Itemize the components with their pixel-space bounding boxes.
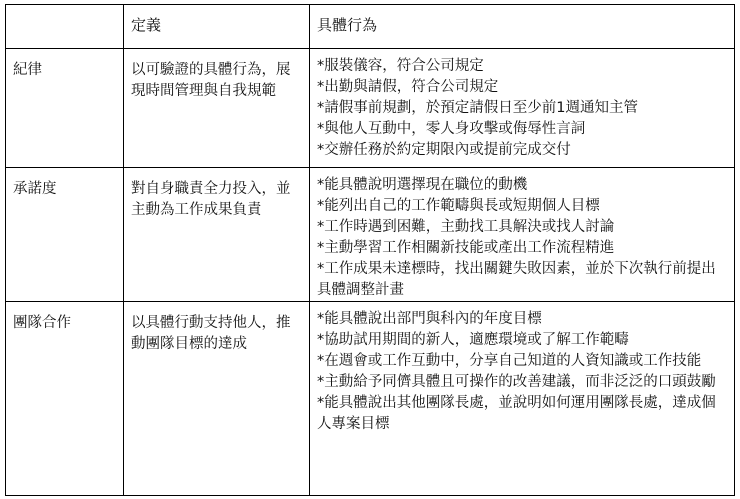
header-cell-blank	[6, 5, 124, 49]
header-cell-behaviors	[310, 5, 735, 49]
list-item: *能列出自己的工作範疇與長或短期個人目標	[317, 198, 600, 214]
header-label-behaviors: 具體行為	[317, 16, 378, 34]
list-item: *能具體說明選擇現在職位的動機	[317, 177, 528, 193]
list-item: *交辦任務於約定期限內或提前完成交付	[317, 142, 571, 158]
header-label	[6, 5, 123, 15]
behaviors-cell	[310, 49, 735, 168]
definition-cell	[124, 49, 310, 168]
definition-text: 以具體行動支持他人，推動團隊目標的達成	[131, 315, 291, 352]
list-item: *工作成果未達標時，找出關鍵失敗因素，並於下次執行前提出具體調整計畫	[317, 261, 716, 298]
behavior-list	[310, 302, 734, 435]
category-label: 團隊合作	[13, 315, 71, 331]
document-page	[5, 4, 734, 490]
header-label-definition: 定義	[131, 16, 162, 34]
list-item: *與他人互動中，零人身攻擊或侮辱性言詞	[317, 121, 586, 137]
list-item: *請假事前規劃，於預定請假日至少前1週通知主管	[317, 100, 638, 116]
table-row	[6, 302, 735, 496]
list-item: *主動學習工作相關新技能或產出工作流程精進	[317, 240, 615, 256]
list-item: *能具體說出其他團隊長處，並說明如何運用團隊長處，達成個人專案目標	[317, 395, 716, 432]
behaviors-cell	[310, 302, 735, 496]
table-header-row	[6, 5, 735, 49]
list-item: *工作時遇到困難，主動找工具解決或找人討論	[317, 219, 615, 235]
behavior-list	[310, 168, 734, 301]
category-label: 承諾度	[13, 181, 57, 197]
list-item: *協助試用期間的新人，適應環境或了解工作範疇	[317, 332, 629, 348]
behaviors-cell	[310, 168, 735, 302]
list-item: *出勤與請假，符合公司規定	[317, 79, 499, 95]
table-row	[6, 49, 735, 168]
list-item: *主動給予同儕具體且可操作的改善建議，而非泛泛的口頭鼓勵	[317, 374, 716, 390]
definition-cell	[124, 168, 310, 302]
definition-cell	[124, 302, 310, 496]
category-cell	[6, 168, 124, 302]
category-label: 紀律	[13, 62, 42, 78]
list-item: *在週會或工作互動中，分享自己知道的人資知識或工作技能	[317, 353, 702, 369]
competency-table	[5, 4, 735, 496]
definition-text: 以可驗證的具體行為，展現時間管理與自我規範	[131, 62, 291, 99]
list-item: *能具體說出部門與科內的年度目標	[317, 311, 542, 327]
definition-text: 對自身職責全力投入，並主動為工作成果負責	[131, 181, 291, 218]
header-cell-definition	[124, 5, 310, 49]
category-cell	[6, 49, 124, 168]
list-item: *服裝儀容，符合公司規定	[317, 58, 484, 74]
table-row	[6, 168, 735, 302]
behavior-list	[310, 49, 734, 161]
category-cell	[6, 302, 124, 496]
